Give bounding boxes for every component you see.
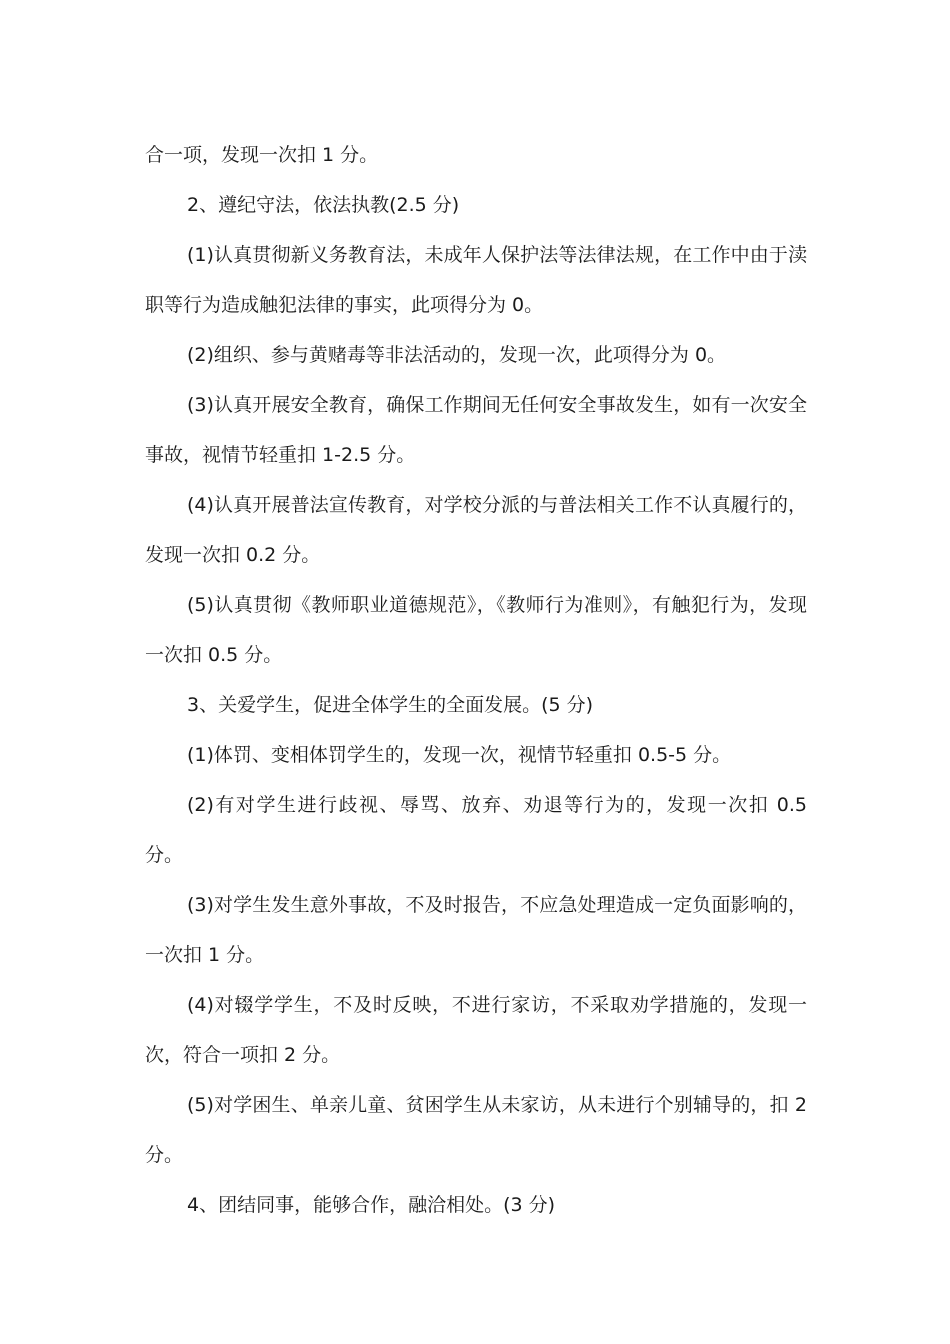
list-item: (5)认真贯彻《教师职业道德规范》，《教师行为准则》，有触犯行为，发现一次扣 0.5 分。 xyxy=(145,594,807,666)
list-item: (2)有对学生进行歧视、辱骂、放弃、劝退等行为的，发现一次扣 0.5 分。 xyxy=(145,794,807,866)
list-item: (2)组织、参与黄赌毒等非法活动的，发现一次，此项得分为 0。 xyxy=(187,344,727,366)
list-item: (4)认真开展普法宣传教育，对学校分派的与普法相关工作不认真履行的，发现一次扣 0.2 分。 xyxy=(145,494,807,566)
paragraph-continuation: 合一项，发现一次扣 1 分。 xyxy=(145,144,379,166)
list-item: (1)体罚、变相体罚学生的，发现一次，视情节轻重扣 0.5-5 分。 xyxy=(187,744,732,766)
section-heading-4: 4、团结同事，能够合作，融洽相处。(3 分) xyxy=(187,1194,556,1216)
list-item: (3)对学生发生意外事故，不及时报告，不应急处理造成一定负面影响的，一次扣 1 分。 xyxy=(145,894,807,966)
document-body xyxy=(145,130,807,1230)
list-item: (3)认真开展安全教育，确保工作期间无任何安全事故发生，如有一次安全事故，视情节轻重扣 1-2.5 分。 xyxy=(145,394,807,466)
list-item: (4)对辍学学生，不及时反映，不进行家访，不采取劝学措施的，发现一次，符合一项扣 2 分。 xyxy=(145,994,807,1066)
list-item: (1)认真贯彻新义务教育法，未成年人保护法等法律法规，在工作中由于渎职等行为造成触犯法律的事实，此项得分为 0。 xyxy=(145,244,807,316)
section-heading-2: 2、遵纪守法，依法执教(2.5 分) xyxy=(187,194,460,216)
section-heading-3: 3、关爱学生，促进全体学生的全面发展。(5 分) xyxy=(187,694,594,716)
list-item: (5)对学困生、单亲儿童、贫困学生从未家访，从未进行个别辅导的，扣 2 分。 xyxy=(145,1094,807,1166)
